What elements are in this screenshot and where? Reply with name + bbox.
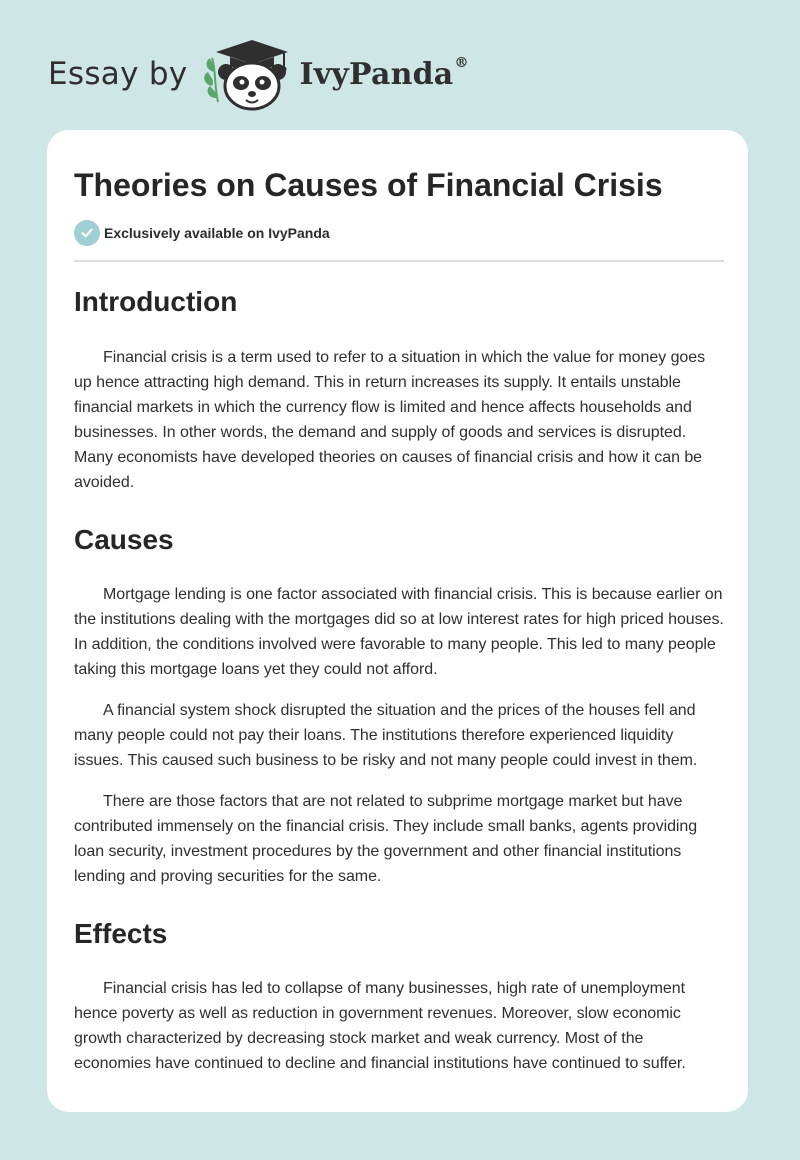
exclusive-badge (74, 220, 724, 246)
section-effects (74, 917, 724, 1076)
panda-logo-icon[interactable] (202, 36, 298, 112)
brand-prefix: Essay by (48, 56, 188, 92)
registered-mark: ® (454, 54, 469, 71)
essay-content (74, 130, 724, 1076)
paragraph: Mortgage lending is one factor associated with financial crisis. This is because earlier on the institutions dealing with the mortgages did so at low interest rates for high priced houses. In addition, the conditions involved were favorable to many people. This led to many people taking this mortgage loans yet they could not afford. (74, 586, 724, 678)
paragraph: There are those factors that are not related to subprime mortgage market but have contributed immensely on the financial crisis. They include small banks, agents providing loan security, investment procedures by the government and other financial institutions lending and proving securities for the same. (74, 793, 698, 885)
section-heading: Causes (74, 524, 174, 555)
paragraph: A financial system shock disrupted the situation and the prices of the houses fell and many people could not pay their loans. The institutions therefore experienced liquidity issues. This caused such business to be risky and not many people could invest in them. (74, 702, 698, 769)
section-introduction (74, 285, 724, 495)
page-title: Theories on Causes of Financial Crisis (74, 167, 663, 203)
section-heading: Effects (74, 918, 168, 949)
paragraph: Financial crisis has led to collapse of many businesses, high rate of unemployment hence poverty as well as reduction in government revenues. Moreover, slow economic growth characterized by decreasing stock market and weak currency. Most of the economies have continued to decline and financial institutions have continued to suffer. (74, 980, 686, 1072)
exclusive-badge-text: Exclusively available on IvyPanda (104, 225, 330, 241)
paragraph: Financial crisis is a term used to refer to a situation in which the value for money goes up hence attracting high demand. This in return increases its supply. It entails unstable financial markets in which the currency flow is limited and hence affects households and businesses. In other words, the demand and supply of goods and services is disrupted. Many economists have developed theories on causes of financial crisis and how it can be avoided. (74, 349, 706, 491)
check-icon (74, 220, 100, 246)
graduation-cap-icon (216, 40, 288, 64)
section-heading: Introduction (74, 286, 238, 317)
site-header (48, 36, 469, 112)
essay-card (47, 130, 748, 1112)
brand-name[interactable]: IvyPanda® (299, 54, 469, 92)
title-divider (74, 260, 724, 262)
section-causes (74, 523, 724, 889)
